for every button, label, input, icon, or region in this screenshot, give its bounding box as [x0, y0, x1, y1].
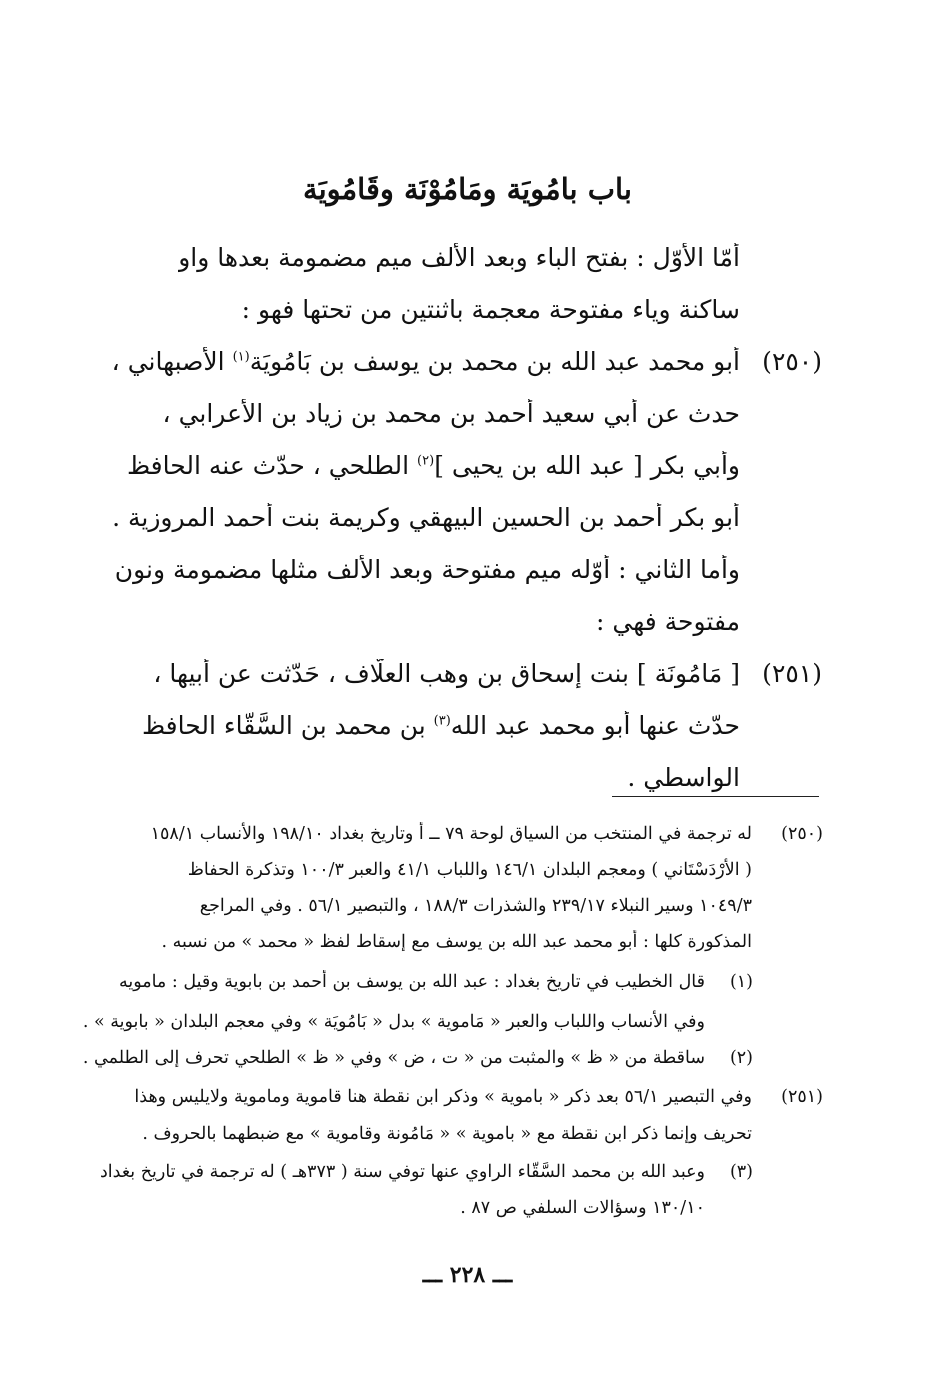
footnote-number: (٣) — [729, 1162, 753, 1182]
footnote-number: (٢٥١) — [781, 1087, 823, 1107]
footnote-line: ١٣٠/١٠ وسؤالات السلفي ص ٨٧ . — [460, 1198, 705, 1218]
page-number: ـــ ٢٢٨ ـــ — [422, 1262, 513, 1288]
footnote-number: (٢٥٠) — [781, 824, 823, 844]
footnote-line: له ترجمة في المنتخب من السياق لوحة ٧٩ ــ أ وتاريخ بغداد ١٩٨/١٠ والأنساب ١٥٨/١ — [150, 824, 752, 844]
main-line: وأما الثاني : أوّله ميم مفتوحة وبعد الألف مثلها مضمومة ونون — [114, 555, 740, 584]
main-line: حدث عن أبي سعيد أحمد بن محمد بن زياد بن الأعرابي ، — [162, 399, 740, 428]
footnote-line: ساقطة من « ظ » والمثبت من « ت ، ض » وفي « ظ » الطلحي تحرف إلى الطلمي . — [82, 1048, 705, 1068]
footnote-ref: (٢) — [417, 453, 435, 469]
main-line: الواسطي . — [627, 763, 740, 792]
footnote-separator — [612, 796, 819, 797]
footnote-line: وعبد الله بن محمد السَّقّاء الراوي عنها توفي سنة ( ٣٧٣هـ ) له ترجمة في تاريخ بغداد — [100, 1162, 705, 1182]
main-line: مفتوحة فهي : — [596, 607, 740, 636]
footnote-line: المذكورة كلها : أبو محمد عبد الله بن يوسف مع إسقاط لفظ « محمد » من نسبه . — [161, 932, 752, 952]
footnote-number: (٢) — [729, 1048, 753, 1068]
main-line: [ مَامُونَة ] بنت إسحاق بن وهب العلّاف ، حَدّثت عن أبيها ، — [153, 659, 740, 688]
footnote-line: ( الأَرْدَسْتَاني ) ومعجم البلدان ١٤٦/١ واللباب ٤١/١ والعبر ١٠٠/٣ وتذكرة الحفاظ — [187, 860, 752, 880]
footnote-line: وفي التبصير ٥٦/١ بعد ذكر « باموية » وذكر ابن نقطة هنا قاموية وماموية ولايليس وهذا — [134, 1087, 752, 1107]
main-line: حدّث عنها أبو محمد عبد الله$^{(٣)}$ بن محمد بن السَّقّاء الحافظ — [141, 711, 740, 740]
main-line: وأبي بكر [ عبد الله بن يحيى ]$^{(٢)}$ الطلحي ، حدّث عنه الحافظ — [126, 451, 740, 480]
entry-number: (٢٥١) — [762, 659, 822, 688]
footnote-number: (١) — [729, 972, 753, 992]
footnote-line: تحريف وإنما ذكر ابن نقطة مع « باموية » « مَامُونة وقاموية » مع ضبطهما بالحروف . — [142, 1124, 752, 1144]
chapter-title: باب بامُويَة ومَامُوْنَة وقَامُويَة — [303, 172, 632, 206]
main-line: أمّا الأوّل : بفتح الباء وبعد الألف ميم مضمومة بعدها واو — [178, 243, 740, 272]
footnote-line: قال الخطيب في تاريخ بغداد : عبد الله بن يوسف بن أحمد بن بابوية وقيل : مامويه — [118, 972, 705, 992]
entry-number: (٢٥٠) — [762, 347, 822, 376]
main-line: أبو محمد عبد الله بن محمد بن يوسف بن بَامُويَة$^{(١)}$ الأصبهاني ، — [111, 347, 740, 376]
footnote-line: ١٠٤٩/٣ وسير النبلاء ٢٣٩/١٧ والشذرات ١٨٨/٣ ، والتبصير ٥٦/١ . وفي المراجع — [199, 896, 752, 916]
footnote-line: وفي الأنساب واللباب والعبر « مَاموية » بدل « بَامُويَة » وفي معجم البلدان « بابوية » . — [82, 1012, 705, 1032]
main-line: ساكنة وياء مفتوحة معجمة باثنتين من تحتها فهو : — [241, 295, 740, 324]
footnote-ref: (١) — [232, 349, 250, 365]
footnote-ref: (٣) — [433, 713, 451, 729]
main-line: أبو بكر أحمد بن الحسين البيهقي وكريمة بنت أحمد المروزية . — [112, 503, 740, 532]
